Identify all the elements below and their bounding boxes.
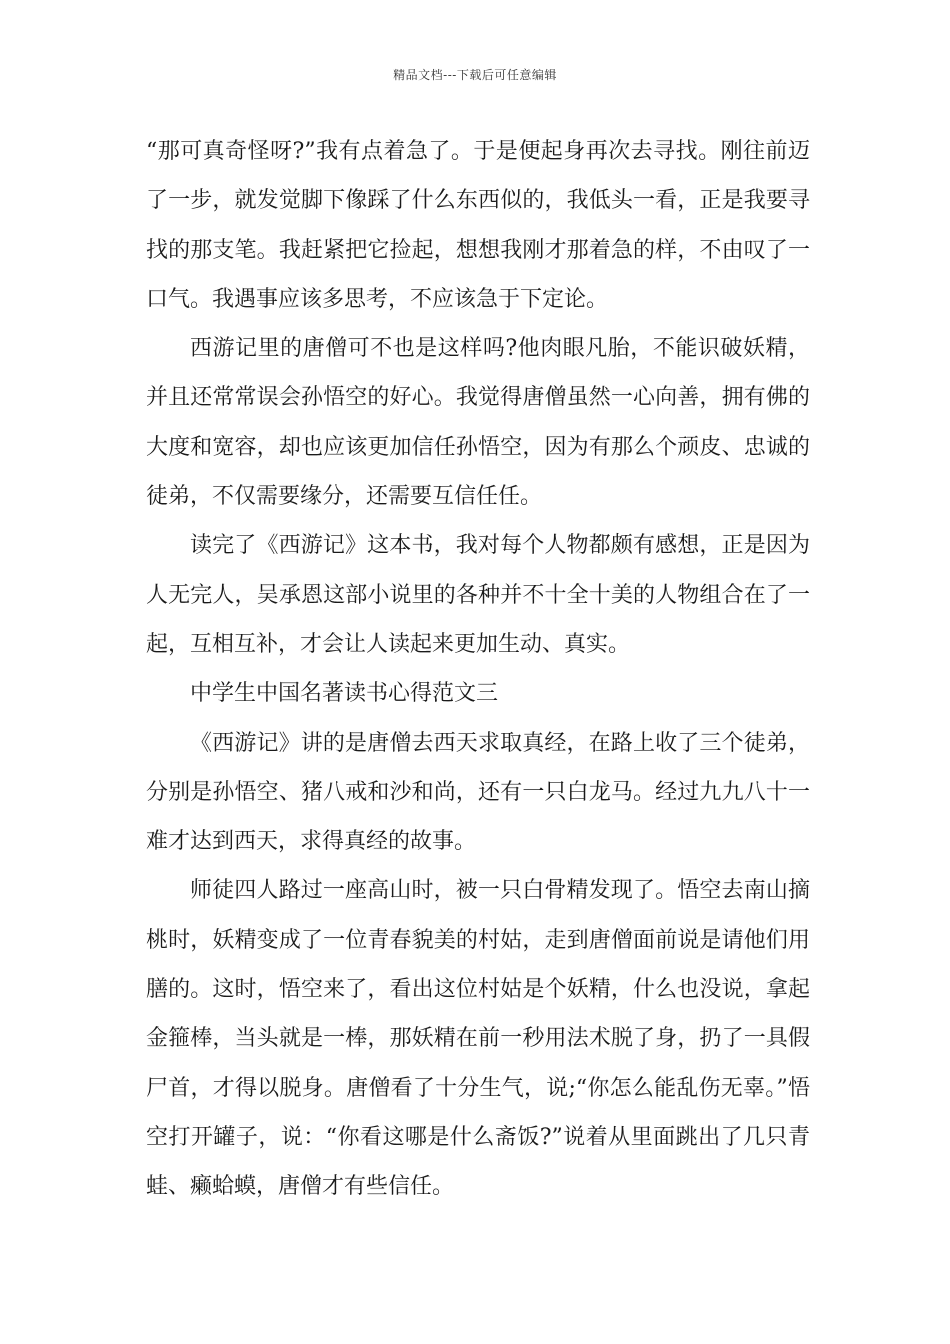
paragraph: 《西游记》讲的是唐僧去西天求取真经，在路上收了三个徒弟，分别是孙悟空、猪八戒和沙和尚，还有一只白龙马。经过九九八十一难才达到西天，求得真经的故事。: [146, 730, 810, 855]
paragraph: “那可真奇怪呀?”我有点着急了。于是便起身再次去寻找。刚往前迈了一步，就发觉脚下像踩了什么东西似的，我低头一看，正是我要寻找的那支笔。我赶紧把它捡起，想想我刚才那着急的样，不由叹了一口气。我遇事应该多思考，不应该急于下定论。: [146, 139, 810, 312]
page-header: 精品文档---下载后可任意编辑: [393, 68, 557, 82]
document-body: [146, 127, 810, 1212]
paragraph: 西游记里的唐僧可不也是这样吗?他肉眼凡胎，不能识破妖精，并且还常常误会孙悟空的好心。我觉得唐僧虽然一心向善，拥有佛的大度和宽容，却也应该更加信任孙悟空，因为有那么个顽皮、忠诚的徒弟，不仅需要缘分，还需要互信任任。: [146, 336, 810, 510]
paragraph: 师徒四人路过一座高山时，被一只白骨精发现了。悟空去南山摘桃时，妖精变成了一位青春貌美的村姑，走到唐僧面前说是请他们用膳的。这时，悟空来了，看出这位村姑是个妖精，什么也没说，拿起金箍棒，当头就是一棒，那妖精在前一秒用法术脱了身，扔了一具假尸首，才得以脱身。唐僧看了十分生气，说;“你怎么能乱伤无辜。”悟空打开罐子，说：“你看这哪是什么斋饭?”说着从里面跳出了几只青蛙、癞蛤蟆，唐僧才有些信任。: [146, 878, 810, 1200]
section-heading: 中学生中国名著读书心得范文三: [190, 681, 499, 707]
paragraph: 读完了《西游记》这本书，我对每个人物都颇有感想，正是因为人无完人，吴承恩这部小说里的各种并不十全十美的人物组合在了一起，互相互补，才会让人读起来更加生动、真实。: [146, 533, 810, 657]
